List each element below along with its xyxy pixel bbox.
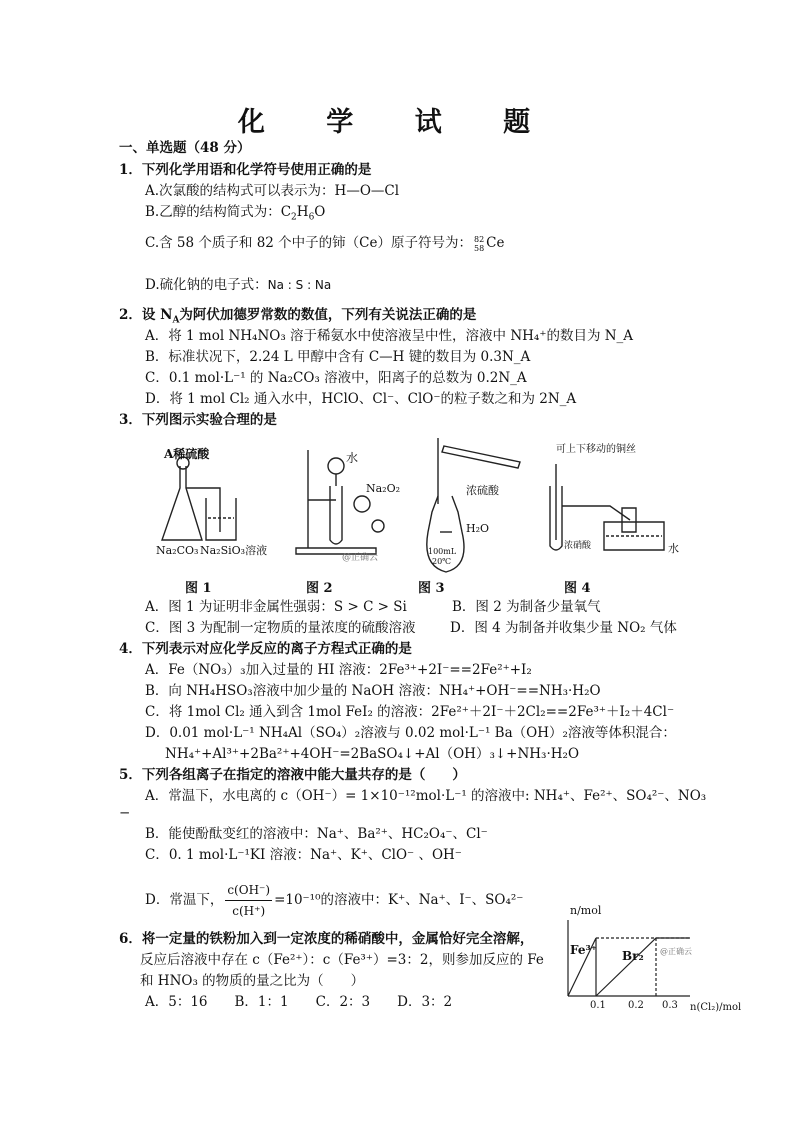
q1-option-d: D.硫化钠的电子式：Na : S : Na — [145, 277, 332, 293]
q4-option-d-line2: NH₄⁺+Al³⁺+2Ba²⁺+4OH⁻=2BaSO₄↓+Al（OH）₃↓+NH₃·H₂O — [165, 746, 580, 762]
q2-stem: 2．设 $N_A$为阿伏加德罗常数的数值，下列有关说法正确的是 — [119, 307, 477, 326]
q2-option-d: D．将 1 mol Cl₂ 通入水中，HClO、Cl⁻、ClO⁻的粒子数之和为 2N_A — [145, 391, 577, 407]
q3-option-c: C．图 3 为配制一定物质的量浓度的硫酸溶液 — [145, 620, 416, 636]
q3-apparatus-figure — [140, 436, 680, 588]
graph-tick-2: 0.2 — [628, 1000, 644, 1011]
fig2-water-label: 水 — [346, 451, 359, 465]
figure-1-apparatus — [162, 457, 236, 540]
fig1-acid-label: A稀硫酸 — [164, 447, 210, 461]
fig1-caption: 图 1 — [185, 581, 212, 596]
q6-graph — [556, 902, 756, 1020]
q5-option-b: B．能使酚酞变红的溶液中：Na⁺、Ba²⁺、HC₂O₄⁻、Cl⁻ — [145, 826, 488, 842]
section-heading: 一、单选题（48 分） — [119, 140, 251, 156]
figure-2-apparatus — [296, 450, 384, 554]
graph-tick-3: 0.3 — [662, 1000, 678, 1011]
q2-option-b: B．标准状况下，2.24 L 甲醇中含有 C—H 键的数目为 0.3N_A — [145, 349, 531, 365]
graph-fe3-label: Fe³⁺ — [570, 943, 598, 957]
q3-option-a: A．图 1 为证明非金属性强弱：S > C > Si — [145, 599, 407, 615]
q5-stem: 5．下列各组离子在指定的溶液中能大量共存的是（ ） — [119, 767, 466, 783]
graph-tick-1: 0.1 — [590, 1000, 606, 1011]
q1-option-c: C.含 58 个质子和 82 个中子的铈（Ce）原子符号为： 82 58 Ce — [145, 234, 505, 253]
q3-option-d: D．图 4 为制备并收集少量 NO₂ 气体 — [450, 620, 677, 636]
fig4-water-label: 水 — [668, 542, 679, 555]
q6-line1: 6．将一定量的铁粉加入到一定浓度的稀硝酸中，金属恰好完全溶解， — [119, 931, 534, 947]
q4-option-d-line1: D．0.01 mol·L⁻¹ NH₄Al（SO₄）₂溶液与 0.02 mol·L⁻¹ Ba（OH）₂溶液等体积混合： — [145, 725, 676, 741]
q6-options: A．5：16 B．1：1 C．2：3 D．3：2 — [145, 994, 453, 1010]
q3-option-b: B．图 2 为制备少量氧气 — [452, 599, 601, 615]
graph-ylabel: n/mol — [570, 904, 602, 917]
fig3-caption: 图 3 — [418, 581, 445, 596]
fig3-flask-temp: 20℃ — [432, 557, 452, 566]
q2-option-a: A．将 1 mol NH₄NO₃ 溶于稀氨水中使溶液呈中性，溶液中 NH₄⁺的数目为 N_A — [145, 328, 634, 344]
q1-option-b: B.乙醇的结构简式为：$C_2H_6O$ — [145, 204, 326, 223]
graph-xlabel: n(Cl₂)/mol — [690, 1002, 742, 1013]
q5-option-d: D．常温下， $\frac{c(OH^-)}{c(H^+)}$ =10⁻¹⁰的溶液中：K⁺、Na⁺、I⁻、SO₄²⁻ — [145, 880, 523, 921]
fig1-na2sio3-label: Na₂SiO₃溶液 — [200, 544, 268, 557]
figure-4-apparatus — [550, 464, 664, 550]
graph-br2-label: Br₂ — [622, 949, 644, 963]
q6-line3: 和 HNO₃ 的物质的量之比为（ ） — [140, 973, 365, 989]
fig4-caption: 图 4 — [564, 581, 591, 596]
fig2-caption: 图 2 — [306, 581, 333, 596]
fig3-conc-acid-label: 浓硫酸 — [466, 484, 499, 497]
q4-stem: 4．下列表示对应化学反应的离子方程式正确的是 — [119, 641, 412, 657]
q5-option-c: C．0. 1 mol·L⁻¹KI 溶液：Na⁺、K⁺、ClO⁻ 、OH⁻ — [145, 847, 462, 863]
q1-option-a: A.次氯酸的结构式可以表示为：H—O—Cl — [145, 183, 400, 199]
graph-watermark: @正确云 — [660, 947, 692, 956]
fig2-na2o2-label: Na₂O₂ — [366, 482, 401, 495]
q2-option-c: C．0.1 mol·L⁻¹ 的 Na₂CO₃ 溶液中，阳离子的总数为 0.2N_A — [145, 370, 527, 386]
q5-option-a: A．常温下，水电离的 c（OH⁻）= 1×10⁻¹²mol·L⁻¹ 的溶液中: NH₄⁺、Fe²⁺、SO₄²⁻、NO₃ — [145, 788, 707, 804]
q4-option-c: C．将 1mol Cl₂ 通入到含 1mol FeI₂ 的溶液：2Fe²⁺＋2I⁻＋2Cl₂==2Fe³⁺＋I₂＋4Cl⁻ — [145, 704, 675, 720]
q5-option-a-wrap: − — [119, 805, 131, 821]
q6-line2: 反应后溶液中存在 c（Fe²⁺）：c（Fe³⁺）=3：2，则参加反应的 Fe — [140, 952, 544, 968]
q4-option-b: B．向 NH₄HSO₃溶液中加少量的 NaOH 溶液：NH₄⁺+OH⁻==NH₃·H₂O — [145, 683, 601, 699]
fig2-watermark: @正确云 — [342, 553, 379, 563]
fig4-movable-wire-label: 可上下移动的铜丝 — [556, 444, 636, 455]
q1-stem: 1．下列化学用语和化学符号使用正确的是 — [119, 162, 372, 178]
q5-fraction: $\frac{c(OH^-)}{c(H^+)}$ — [225, 880, 272, 921]
fig3-water-label: H₂O — [466, 522, 490, 535]
fig3-flask-volume: 100mL — [428, 547, 457, 556]
fig4-conc-nitric-label: 浓硝酸 — [564, 541, 592, 551]
q4-option-a: A．Fe（NO₃）₃加入过量的 HI 溶液：2Fe³⁺+2I⁻==2Fe²⁺+I₂ — [145, 662, 532, 678]
fig1-na2co3-label: Na₂CO₃ — [156, 544, 199, 557]
page-title: 化 学 试 题 — [237, 107, 557, 138]
q3-stem: 3．下列图示实验合理的是 — [119, 412, 277, 428]
